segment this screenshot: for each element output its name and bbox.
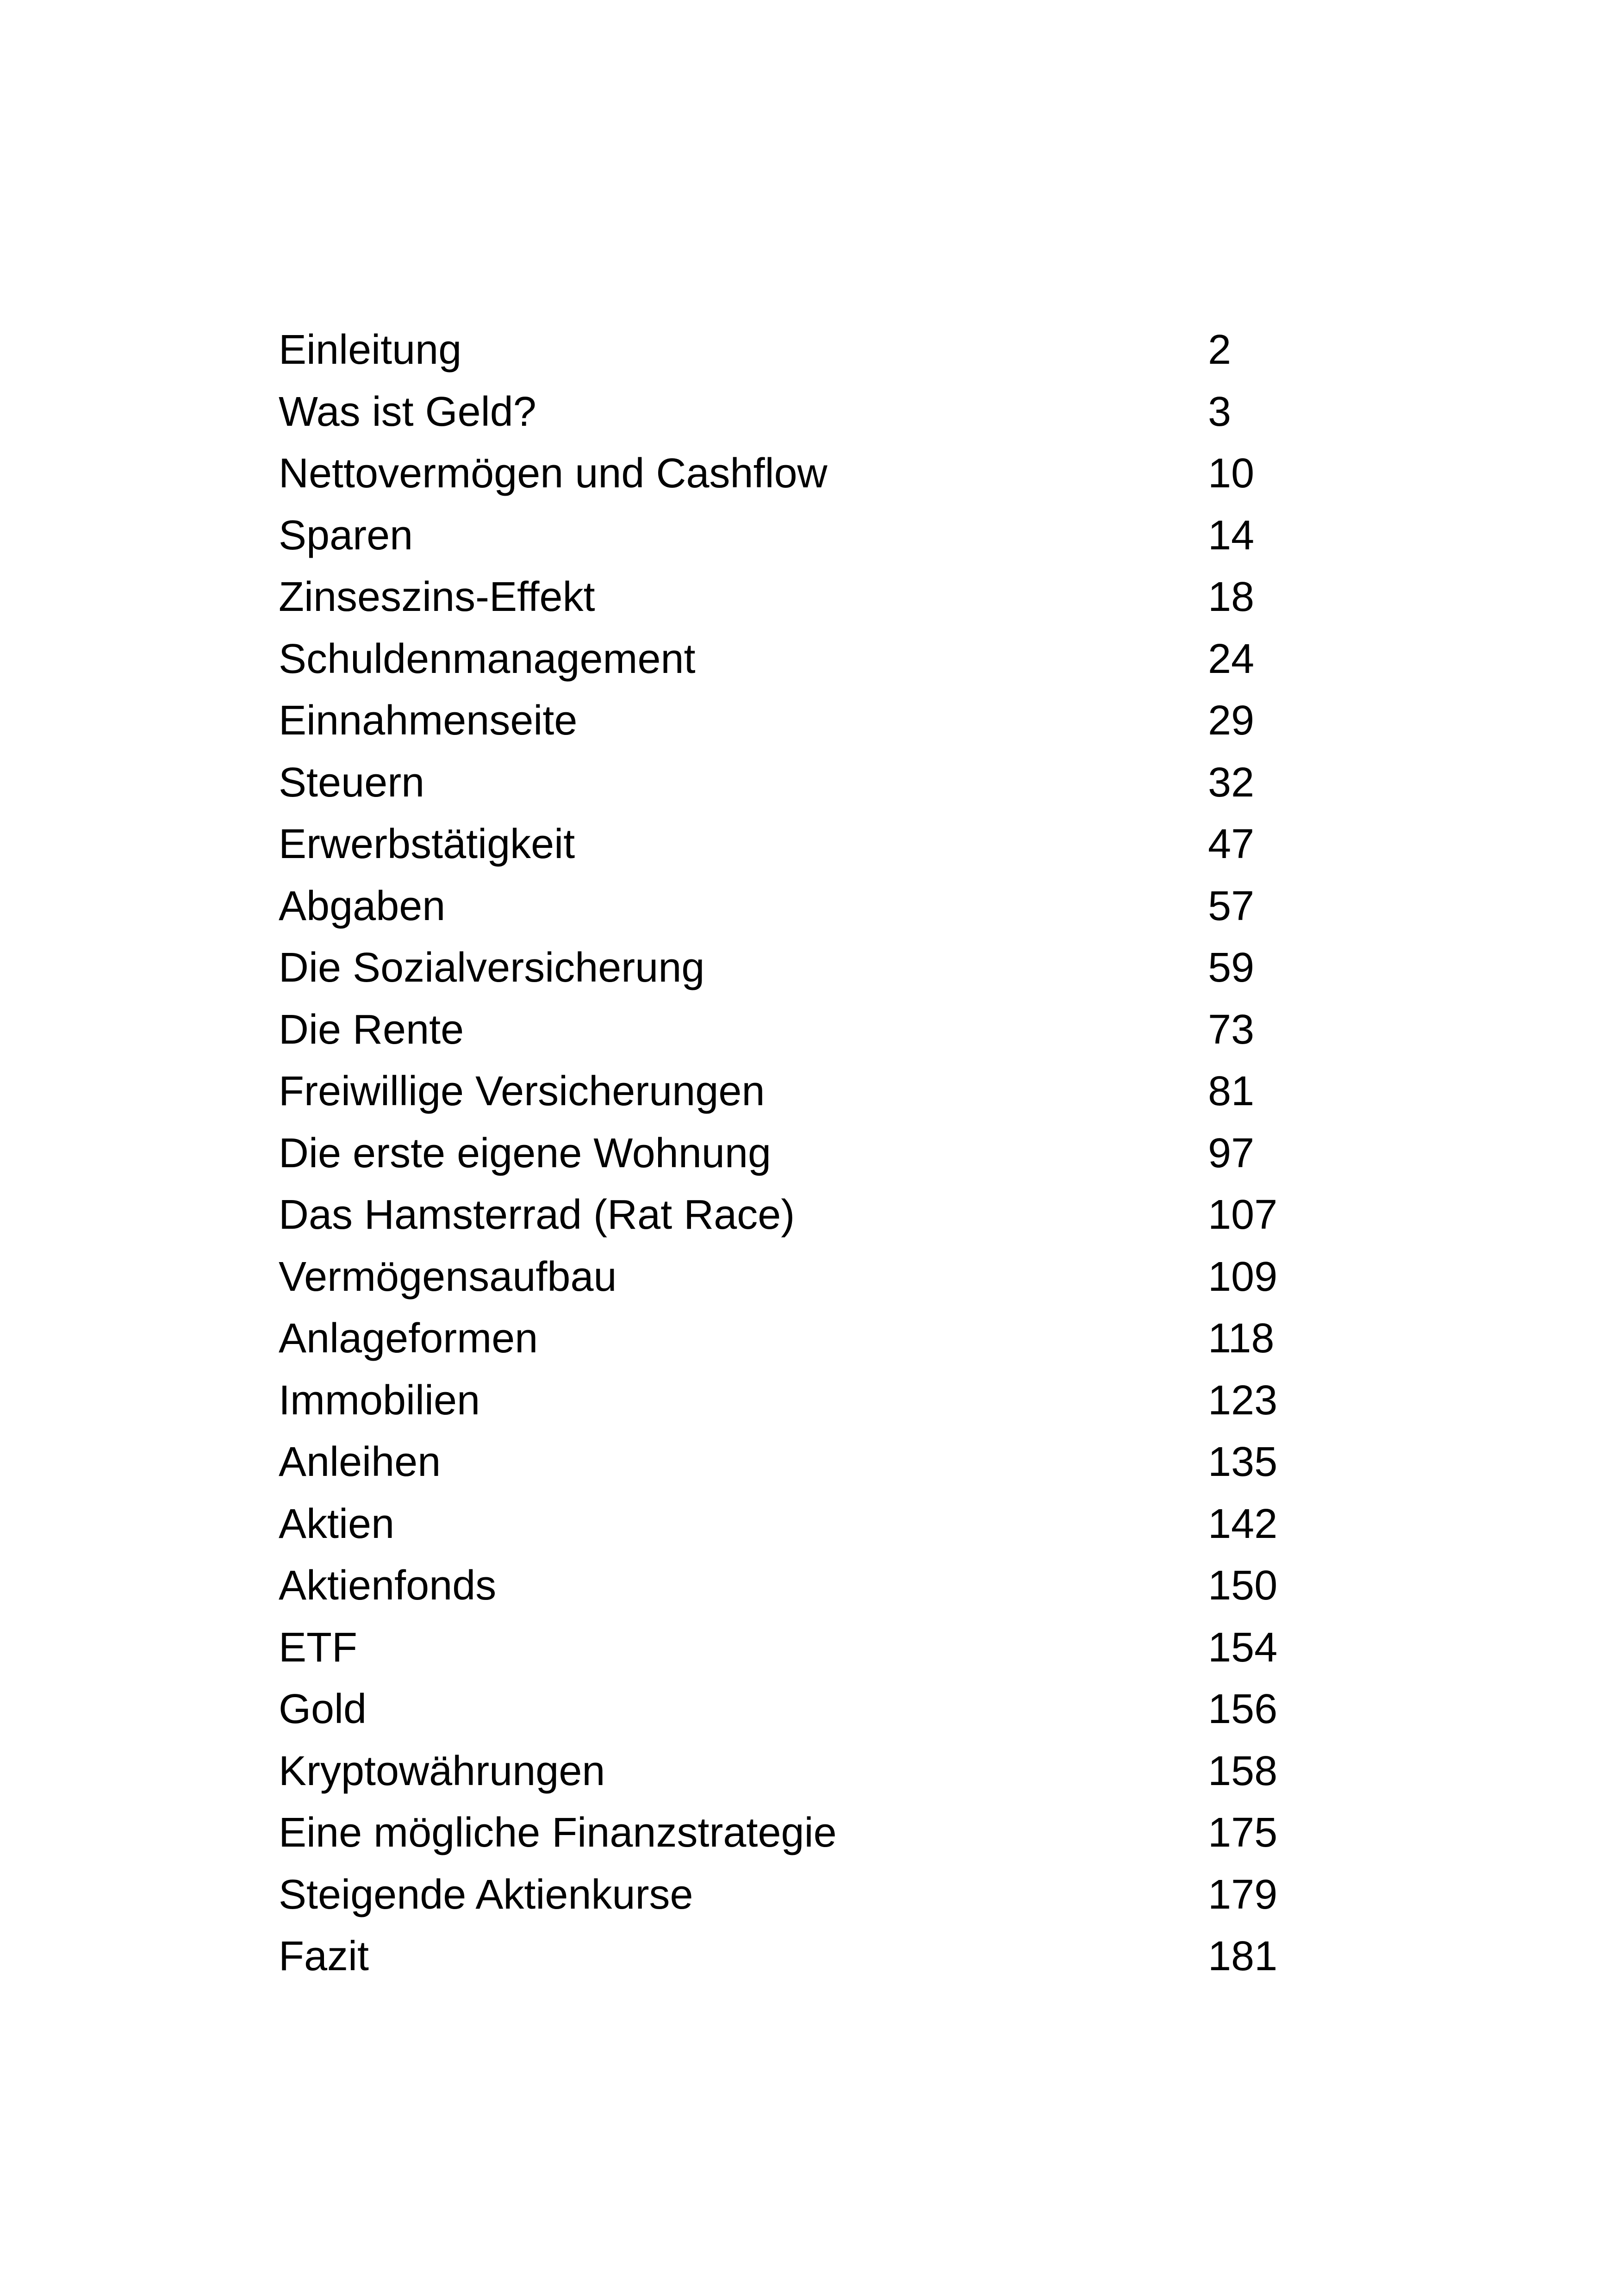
toc-entry-title: Einleitung <box>279 327 462 373</box>
toc-entry-page-number: 181 <box>1208 1933 1278 1979</box>
toc-entry-page-number: 118 <box>1208 1315 1275 1362</box>
toc-entry-page-number: 107 <box>1208 1192 1278 1238</box>
toc-entry-page-number: 135 <box>1208 1439 1278 1485</box>
toc-entry-page-number: 175 <box>1208 1810 1278 1856</box>
toc-entry[interactable] <box>279 1741 1389 1803</box>
toc-entry-title: Zinseszins-Effekt <box>279 574 595 620</box>
toc-entry-page-number: 10 <box>1208 450 1255 497</box>
toc-entry-title: Aktien <box>279 1500 395 1547</box>
toc-entry[interactable] <box>279 752 1389 814</box>
toc-entry-title: Die erste eigene Wohnung <box>279 1130 772 1176</box>
toc-entry-page-number: 2 <box>1208 327 1232 373</box>
toc-entry-title: Die Rente <box>279 1006 464 1053</box>
toc-entry-page-number: 150 <box>1208 1562 1278 1609</box>
toc-entry[interactable] <box>279 1246 1389 1308</box>
toc-entry-title: Steuern <box>279 759 425 806</box>
toc-entry-page-number: 32 <box>1208 759 1255 806</box>
toc-entry[interactable] <box>279 690 1389 752</box>
toc-entry-title: Die Sozialversicherung <box>279 945 705 991</box>
toc-entry-page-number: 59 <box>1208 945 1255 991</box>
toc-entry-page-number: 81 <box>1208 1068 1255 1114</box>
toc-entry-page-number: 109 <box>1208 1253 1278 1300</box>
toc-entry-page-number: 97 <box>1208 1130 1255 1176</box>
toc-entry-title: Sparen <box>279 512 413 559</box>
table-of-contents <box>279 319 1389 1988</box>
toc-entry[interactable] <box>279 1555 1389 1617</box>
toc-entry[interactable] <box>279 566 1389 628</box>
toc-entry[interactable] <box>279 1617 1389 1679</box>
toc-entry-page-number: 179 <box>1208 1871 1278 1918</box>
toc-entry-title: Steigende Aktienkurse <box>279 1871 693 1918</box>
toc-entry[interactable] <box>279 1184 1389 1246</box>
toc-entry-title: Erwerbstätigkeit <box>279 821 575 867</box>
toc-entry-title: ETF <box>279 1624 357 1671</box>
toc-entry[interactable] <box>279 628 1389 691</box>
toc-entry[interactable] <box>279 1370 1389 1432</box>
toc-entry-page-number: 18 <box>1208 574 1255 620</box>
toc-entry-page-number: 142 <box>1208 1500 1278 1547</box>
toc-entry-page-number: 154 <box>1208 1624 1278 1671</box>
toc-entry-title: Schuldenmanagement <box>279 635 696 682</box>
toc-entry-title: Aktienfonds <box>279 1562 497 1609</box>
toc-entry-title: Nettovermögen und Cashflow <box>279 450 828 497</box>
toc-entry[interactable] <box>279 319 1389 381</box>
toc-entry-title: Immobilien <box>279 1377 480 1424</box>
toc-entry-title: Vermögensaufbau <box>279 1253 617 1300</box>
toc-entry[interactable] <box>279 1431 1389 1493</box>
toc-entry-page-number: 73 <box>1208 1006 1255 1053</box>
toc-entry-page-number: 158 <box>1208 1748 1278 1794</box>
toc-entry-title: Freiwillige Versicherungen <box>279 1068 765 1114</box>
toc-entry-title: Fazit <box>279 1933 369 1979</box>
toc-entry-title: Einnahmenseite <box>279 697 578 744</box>
toc-entry-page-number: 47 <box>1208 821 1255 867</box>
toc-entry[interactable] <box>279 1926 1389 1988</box>
toc-entry[interactable] <box>279 1802 1389 1864</box>
toc-entry-title: Kryptowährungen <box>279 1748 605 1794</box>
toc-entry-page-number: 14 <box>1208 512 1255 559</box>
toc-entry[interactable] <box>279 876 1389 938</box>
toc-entry-title: Abgaben <box>279 883 446 929</box>
toc-entry-title: Eine mögliche Finanzstrategie <box>279 1810 837 1856</box>
toc-entry[interactable] <box>279 381 1389 443</box>
toc-entry-title: Das Hamsterrad (Rat Race) <box>279 1192 795 1238</box>
toc-entry[interactable] <box>279 937 1389 999</box>
toc-entry[interactable] <box>279 1061 1389 1123</box>
toc-entry[interactable] <box>279 1123 1389 1185</box>
toc-entry-page-number: 156 <box>1208 1686 1278 1732</box>
toc-entry-page-number: 3 <box>1208 388 1232 435</box>
toc-entry[interactable] <box>279 999 1389 1061</box>
toc-entry-page-number: 57 <box>1208 883 1255 929</box>
toc-entry-page-number: 24 <box>1208 635 1255 682</box>
toc-entry[interactable] <box>279 1308 1389 1370</box>
toc-entry[interactable] <box>279 443 1389 505</box>
toc-entry-title: Gold <box>279 1686 367 1732</box>
toc-entry-title: Anleihen <box>279 1439 441 1485</box>
toc-entry-page-number: 123 <box>1208 1377 1278 1424</box>
toc-entry[interactable] <box>279 505 1389 567</box>
toc-entry[interactable] <box>279 1864 1389 1926</box>
toc-entry[interactable] <box>279 1493 1389 1556</box>
toc-entry-title: Anlageformen <box>279 1315 538 1362</box>
toc-entry-title: Was ist Geld? <box>279 388 536 435</box>
toc-entry-page-number: 29 <box>1208 697 1255 744</box>
toc-entry[interactable] <box>279 814 1389 876</box>
toc-entry[interactable] <box>279 1679 1389 1741</box>
